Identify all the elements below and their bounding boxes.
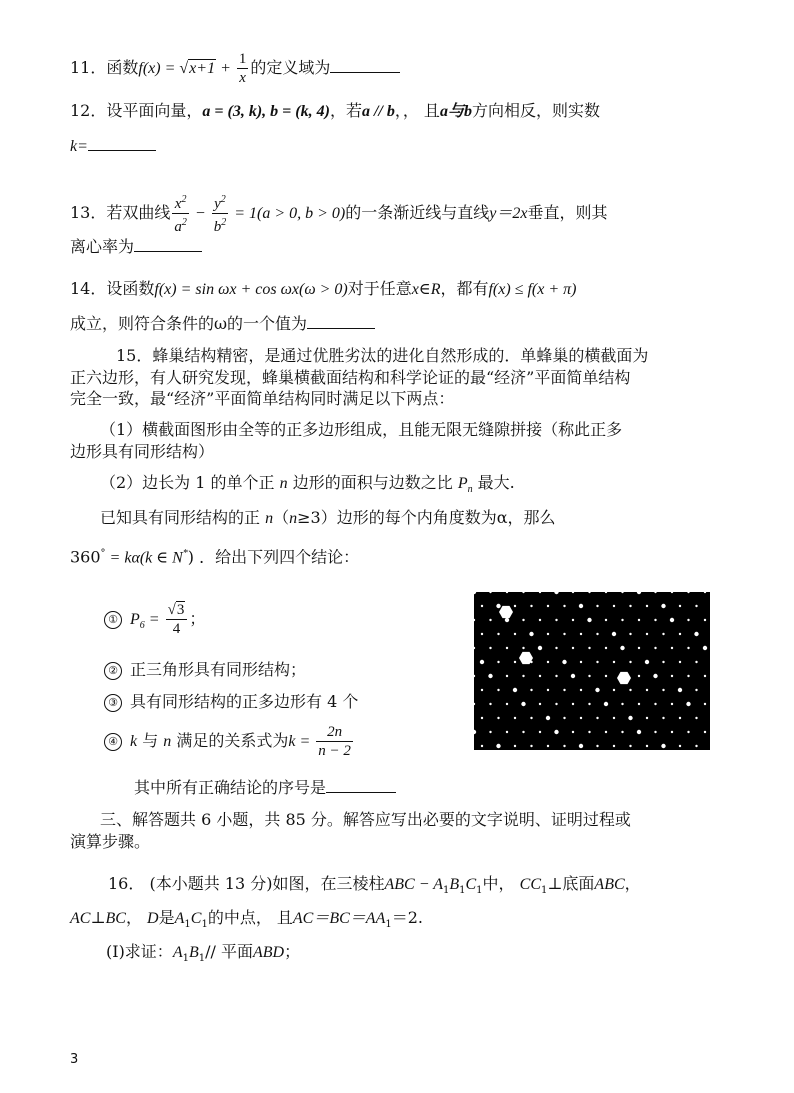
q15-line-3: 完全一致，最“经济”平面简单结构同时满足以下两点： (70, 389, 455, 408)
question-13-line2 (70, 237, 202, 257)
question-14 (70, 279, 576, 300)
q15-line-6: （2）边长为 1 的单个正 n 边形的面积与边数之比 $P_n$ 最大. (100, 473, 515, 496)
q14-ineq: f(x) ≤ f(x + π) (488, 281, 577, 298)
question-16-line-3: (I)求证：$A_1B_1//$ 平面ABD； (106, 942, 301, 965)
q15-line-2: 正六边形，有人研究发现，蜂巢横截面结构和科学论证的最“经济”平面简单结构 (70, 368, 631, 387)
q11-tail: 的定义域为 (250, 58, 331, 77)
q14-answer-blank[interactable] (307, 314, 375, 329)
q12-vectors: a = (3, k), b = (k, 4) (202, 103, 330, 120)
q14-lead: 设函数 (106, 279, 155, 298)
circled-3-icon: ③ (104, 694, 122, 712)
q15-conclusion-2: ② 正三角形具有同形结构； (104, 660, 306, 680)
q11-plus: + (216, 60, 235, 77)
q12-number: 12． (70, 101, 107, 120)
q14-mid: 对于任意 (347, 279, 412, 298)
q13-eq: = 1(a > 0, b > 0) (230, 205, 346, 222)
honeycomb-image (474, 592, 710, 750)
q12-tail: 方向相反，则实数 (471, 101, 600, 120)
q13-tail2: 垂直，则其 (527, 203, 608, 222)
q13-number: 13． (70, 203, 107, 222)
q13-line2: 离心率为 (70, 237, 135, 256)
q11-answer-blank[interactable] (330, 58, 400, 73)
q15-c4-fraction: $\frac{2n}{n - 2}$ (318, 724, 351, 759)
q11-lead: 函数 (106, 58, 139, 77)
q15-conclusion-1: ① $P_6$ = $\frac{√3}{4}$ ； (104, 601, 205, 638)
question-12-line2 (70, 136, 156, 157)
q15-conclusion-4: ④ k 与 n 满足的关系式为k = $\frac{2n}{n - 2}$ (104, 723, 355, 760)
q13-minus: − (190, 205, 210, 222)
q12-parallel: a // b (361, 103, 395, 120)
q14-mid2: ，都有 (440, 279, 489, 298)
q15-line-5: 边形具有同形结构） (70, 442, 215, 461)
q13-frac-x: $\frac{x^2}{a^2}$ (172, 191, 189, 236)
q13-answer-blank[interactable] (134, 237, 202, 252)
q12-k-label: k= (70, 138, 88, 155)
q15-line-4: （1）横截面图形由全等的正多边形组成，且能无限无缝隙拼接（称此正多 (100, 420, 623, 439)
q12-answer-blank[interactable] (88, 136, 156, 151)
q11-function: f(x) = (138, 60, 180, 77)
q15-c1-fraction: $\frac{√3}{4}$ (166, 601, 188, 638)
question-16-line-1: 16． (本小题共 13 分)如图，在三棱柱ABC − $A_1B_1C_1$中， $CC_1\perp$底面ABC， (108, 874, 641, 897)
question-14-line2 (70, 314, 375, 334)
q14-function: f(x) = sin ωx + cos ωx(ω > 0) (154, 281, 348, 298)
q15-line-7: 已知具有同形结构的正 n（n≥3）边形的每个内角度数为α，那么 (100, 508, 556, 527)
q12-ab: a与b (439, 103, 472, 120)
q14-cond: x∈R (411, 281, 441, 298)
q11-radicand: x+1 (189, 60, 216, 77)
section-3-line-1: 三、解答题共 6 小题，共 85 分。解答应写出必要的文字说明、证明过程或 (100, 810, 631, 829)
q15-line-8: 360° = kα(k ∈ N*) ．给出下列四个结论： (70, 547, 360, 567)
q12-lead: 设平面向量， (106, 101, 203, 120)
q12-cond: ，若 (329, 101, 362, 120)
q13-tail: 的一条渐近线与直线 (345, 203, 490, 222)
q13-frac-y: $\frac{y^2}{b^2}$ (212, 191, 229, 236)
q11-number: 11． (70, 58, 107, 77)
q13-line-eq: y＝2x (489, 205, 528, 222)
q12-mid: ，， 且 (394, 101, 440, 120)
question-16-line-2: AC⊥BC， D是$A_1C_1$的中点， 且$AC=BC=AA_1=2$. (70, 908, 424, 931)
question-13 (70, 191, 607, 236)
section-3-line-2: 演算步骤。 (70, 832, 151, 851)
q14-number: 14． (70, 279, 107, 298)
question-12 (70, 101, 600, 122)
question-11: 11．函数f(x) = √x+1 + $\frac{1}{x}$ 的定义域为 (70, 50, 400, 87)
page-number: 3 (70, 1052, 79, 1067)
q13-lead: 若双曲线 (106, 203, 171, 222)
q15-answer-blank[interactable] (326, 778, 396, 793)
circled-1-icon: ① (104, 611, 122, 629)
circled-2-icon: ② (104, 662, 122, 680)
q11-fraction: $\frac{1}{x}$ (238, 51, 247, 86)
circled-4-icon: ④ (104, 733, 122, 751)
q14-line2: 成立，则符合条件的ω的一个值为 (70, 314, 308, 333)
q15-line-1: 15．蜂巢结构精密，是通过优胜劣汰的进化自然形成的．单蜂巢的横截面为 (116, 346, 649, 365)
q15-conclusion-3: ③ 具有同形结构的正多边形有 4 个 (104, 692, 358, 712)
q15-ask: 其中所有正确结论的序号是 (134, 778, 396, 798)
